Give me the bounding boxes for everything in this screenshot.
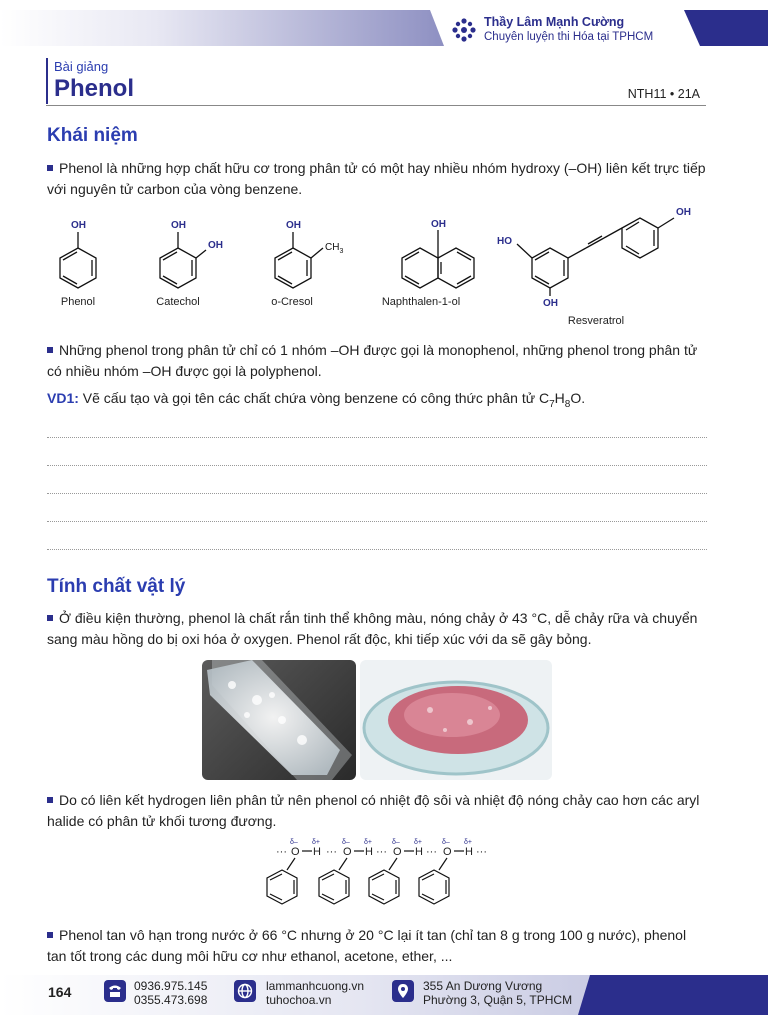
answer-line — [47, 437, 707, 438]
svg-text:O: O — [443, 846, 452, 858]
resveratrol-ho-label: HO — [497, 236, 512, 247]
svg-text:···: ··· — [276, 846, 287, 858]
svg-text:H: H — [415, 846, 423, 858]
svg-text:δ–: δ– — [392, 839, 400, 846]
svg-text:δ+: δ+ — [312, 839, 320, 846]
page-number: 164 — [48, 984, 72, 1000]
svg-text:δ–: δ– — [442, 839, 450, 846]
label-naphthol: Naphthalen-1-ol — [381, 296, 461, 308]
bullet-icon — [47, 615, 53, 621]
website-1-link[interactable]: lammanhcuong.vn — [266, 979, 365, 993]
address-line-1: 355 An Dương Vương — [423, 979, 543, 993]
svg-text:···: ··· — [326, 846, 337, 858]
label-ocresol: o-Cresol — [271, 296, 313, 308]
page-title: Phenol — [54, 75, 135, 102]
resveratrol-oh-label-1: OH — [543, 298, 558, 309]
svg-text:δ+: δ+ — [364, 839, 372, 846]
phenol-structures — [40, 200, 720, 330]
section-heading-physical: Tính chất vật lý — [47, 576, 186, 597]
location-pin-icon — [392, 980, 414, 1002]
phenol-crystals-tube-image — [202, 660, 356, 780]
website-2-link[interactable]: tuhochoa.vn — [266, 993, 332, 1007]
footer-address — [423, 979, 572, 1007]
answer-line — [47, 465, 707, 466]
example-1: VD1: Vẽ cấu tạo và gọi tên các chất chứa vòng benzene có công thức phân tử $C_7H_8O$. — [47, 390, 586, 410]
answer-line — [47, 493, 707, 494]
answer-line — [47, 521, 707, 522]
naphthol-oh-label: OH — [431, 219, 446, 230]
bullet-icon — [47, 932, 53, 938]
lesson-code: NTH11 • 21A — [627, 87, 700, 101]
svg-text:δ–: δ– — [290, 839, 298, 846]
concept-paragraph-2: Những phenol trong phân tử chỉ có 1 nhóm –OH được gọi là monophenol, những phenol trong phân tử có nhiều nhóm –OH được gọi là polyphenol. — [47, 342, 698, 379]
cresol-oh-label: OH — [286, 220, 301, 231]
label-resveratrol: Resveratrol — [567, 315, 625, 327]
oxidized-phenol-dish-image — [360, 660, 552, 780]
resveratrol-oh-label-2: OH — [676, 207, 691, 218]
bullet-icon — [47, 165, 53, 171]
brand-subtitle: Chuyên luyện thi Hóa tại TPHCM — [484, 31, 654, 43]
concept-paragraph-1: Phenol là những hợp chất hữu cơ trong phân tử có một hay nhiều nhóm hydroxy (–OH) liên kết trực tiếp với nguyên tử carbon của vòng benzene. — [47, 160, 706, 197]
svg-text:H: H — [365, 846, 373, 858]
svg-text:···: ··· — [476, 846, 487, 858]
phone-icon — [104, 980, 126, 1002]
globe-icon — [234, 980, 256, 1002]
label-catechol: Catechol — [156, 296, 200, 308]
svg-text:O: O — [291, 846, 300, 858]
address-line-2: Phường 3, Quận 5, TPHCM — [423, 993, 573, 1007]
brand-logo-icon — [452, 18, 476, 42]
bullet-icon — [47, 347, 53, 353]
section-heading-concept: Khái niệm — [47, 125, 138, 146]
header-divider — [46, 105, 706, 106]
svg-text:···: ··· — [426, 846, 437, 858]
brand-name: Thầy Lâm Mạnh Cường — [484, 15, 625, 29]
cresol-ch3-label: $CH_3$ — [325, 242, 344, 255]
svg-text:δ+: δ+ — [414, 839, 422, 846]
physical-paragraph-3: Phenol tan vô hạn trong nước ở 66 °C nhưng ở 20 °C lại ít tan (chỉ tan 8 g trong 100 g nước), phenol tan tốt trong các dung môi hữu cơ như ethanol, acetone, ether, ... — [47, 927, 687, 964]
hydrogen-bond-diagram — [262, 834, 502, 914]
svg-text:O: O — [393, 846, 402, 858]
phone-1[interactable]: 0936.975.145 — [134, 979, 208, 993]
bullet-icon — [47, 797, 53, 803]
svg-text:···: ··· — [376, 846, 387, 858]
answer-line — [47, 549, 707, 550]
svg-text:δ–: δ– — [342, 839, 350, 846]
svg-text:O: O — [343, 846, 352, 858]
svg-text:δ+: δ+ — [464, 839, 472, 846]
physical-paragraph-2: Do có liên kết hydrogen liên phân tử nên phenol có nhiệt độ sôi và nhiệt độ nóng chảy cao hơn các aryl halide có phân tử khối tương đương. — [47, 792, 700, 829]
phenol-oh-label: OH — [71, 220, 86, 231]
lesson-heading — [46, 58, 134, 104]
svg-text:H: H — [313, 846, 321, 858]
brand — [452, 14, 653, 46]
footer-websites — [266, 979, 364, 1007]
physical-paragraph-1: Ở điều kiện thường, phenol là chất rắn tinh thể không màu, nóng chảy ở 43 °C, dễ chảy rữa và chuyển sang màu hồng do bị oxi hóa ở oxygen. Phenol rất độc, khi tiếp xúc với da sẽ gây bỏng. — [47, 610, 698, 647]
catechol-oh-label-2: OH — [208, 240, 223, 251]
catechol-oh-label-1: OH — [171, 220, 186, 231]
phone-2[interactable]: 0355.473.698 — [134, 993, 208, 1007]
svg-text:H: H — [465, 846, 473, 858]
footer-phones — [134, 979, 207, 1007]
lesson-kicker: Bài giảng — [54, 59, 109, 74]
label-phenol: Phenol — [60, 296, 96, 308]
